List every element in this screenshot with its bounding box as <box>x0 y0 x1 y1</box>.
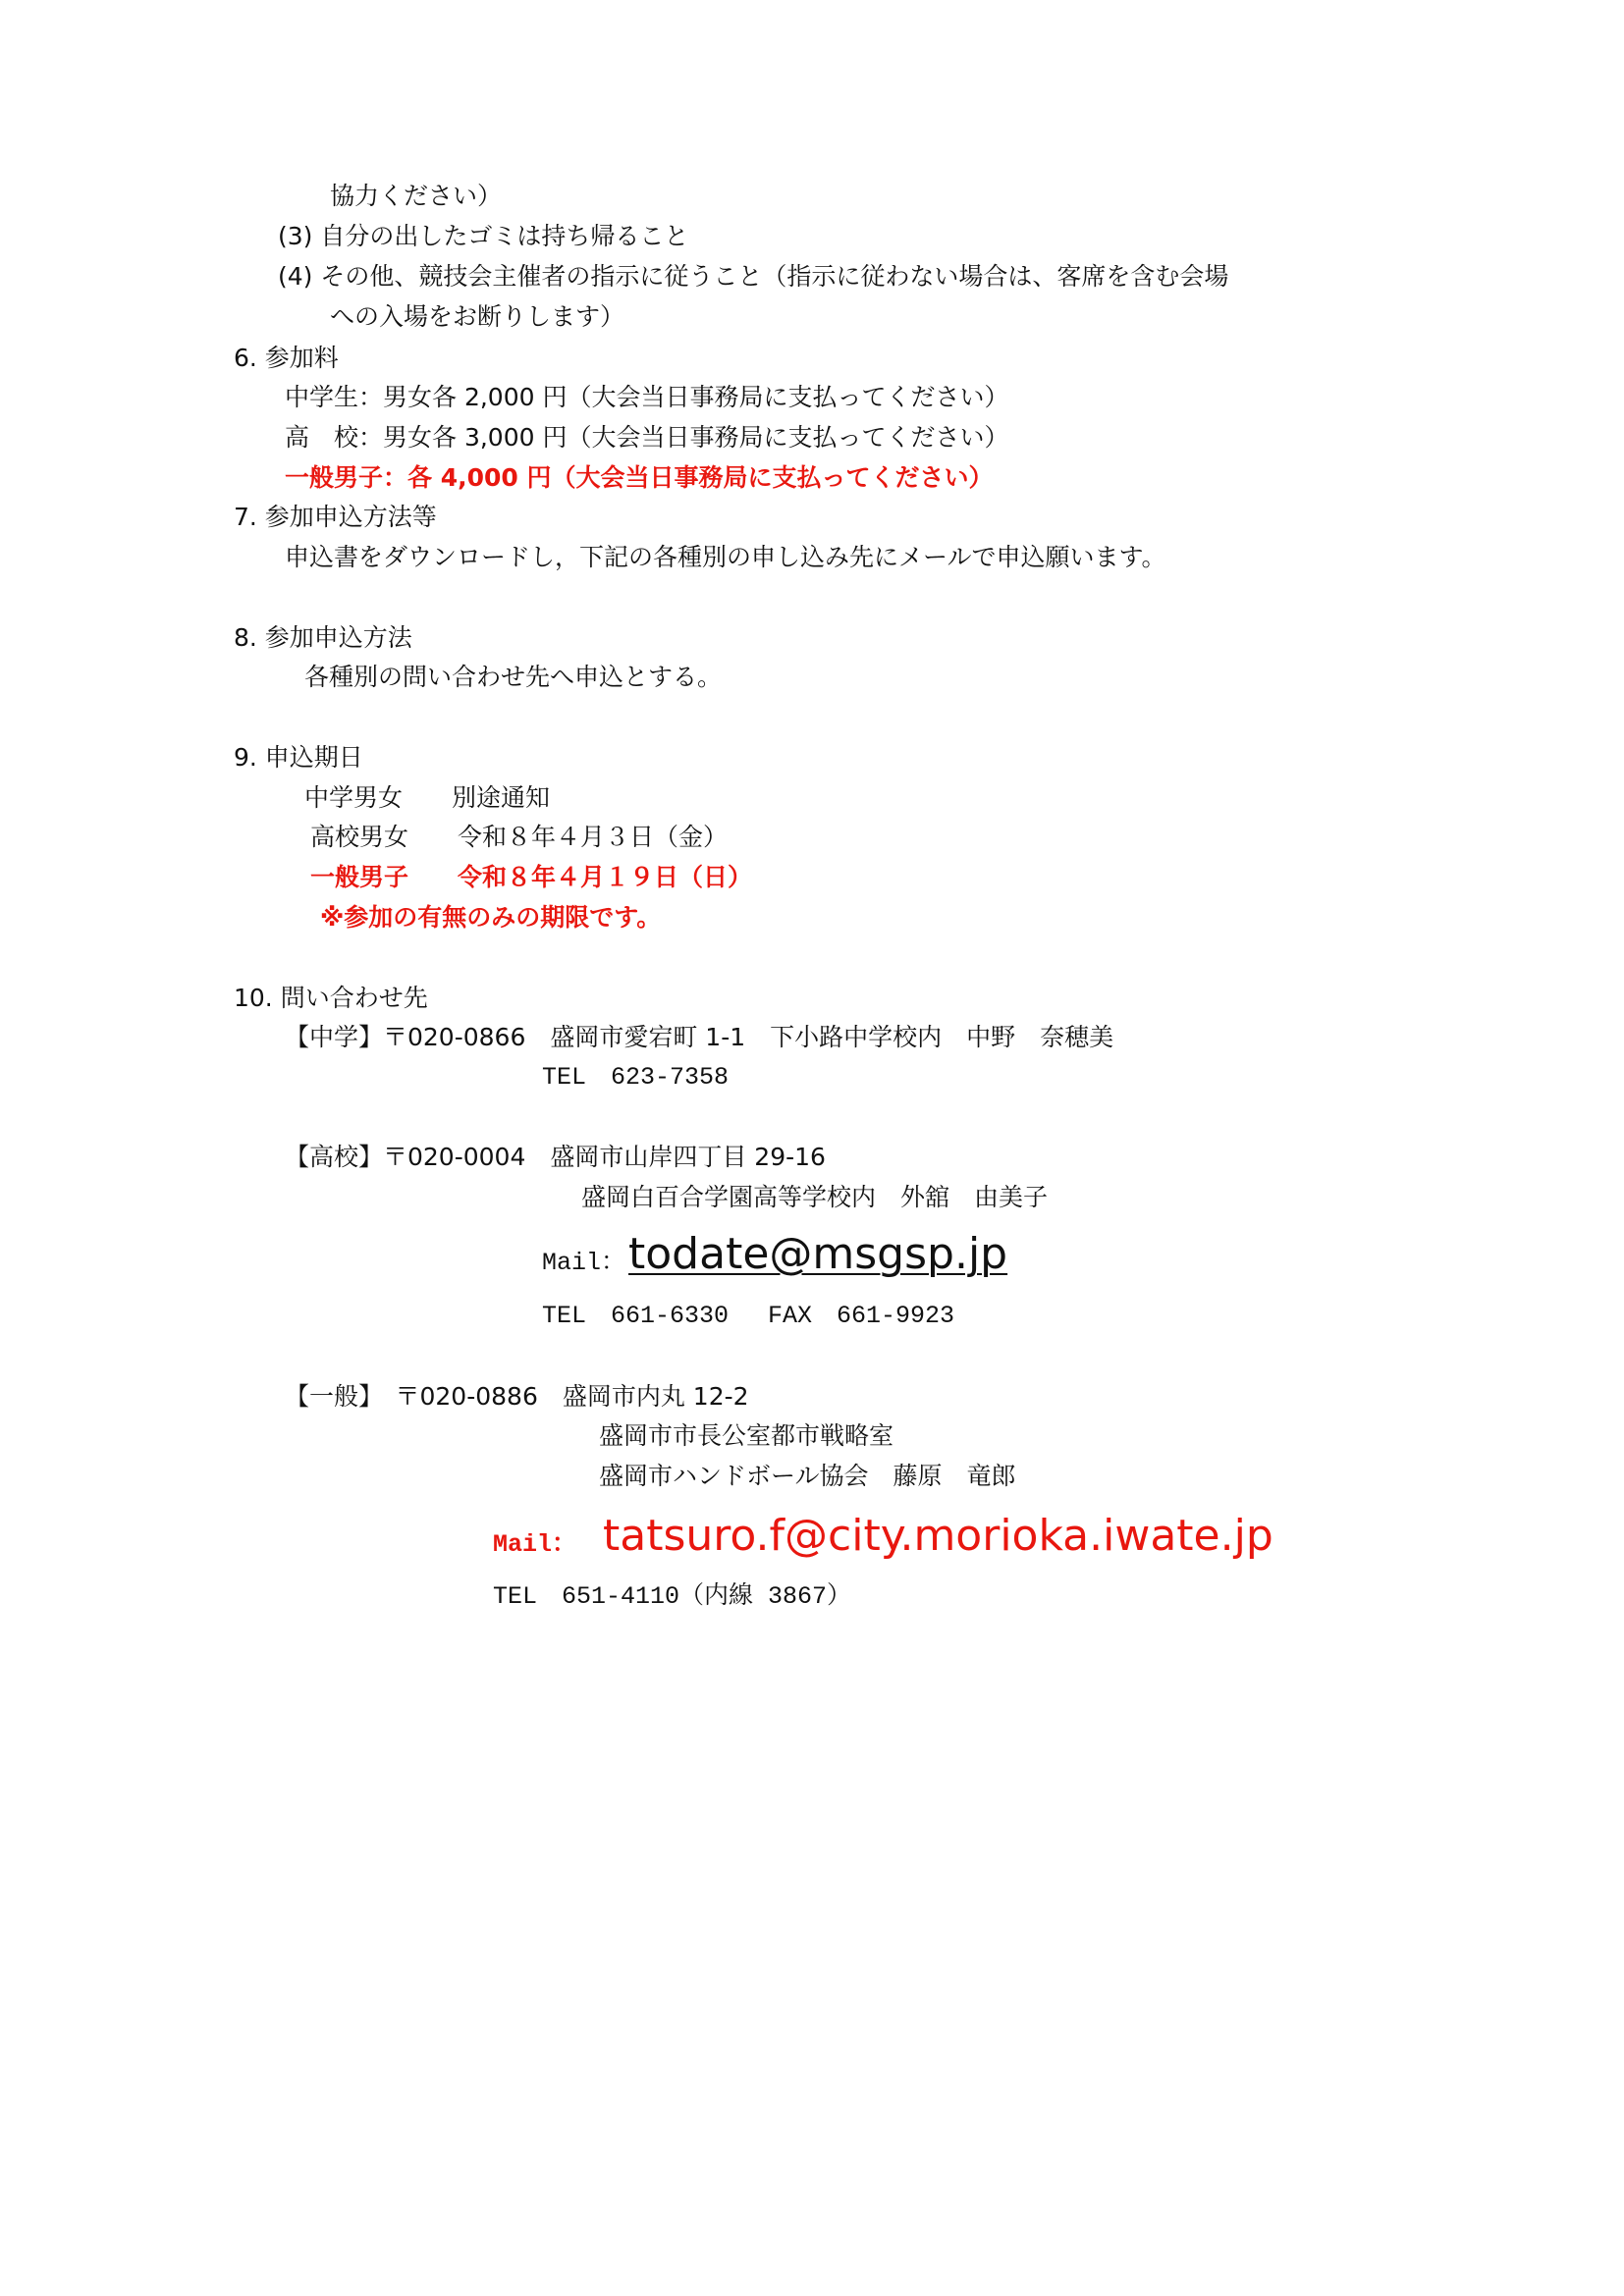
fee-general: 一般男子：各 4,000 円（大会当日事務局に支払ってください） <box>285 463 994 492</box>
section8-heading: 8. 参加申込方法 <box>234 623 412 652</box>
contact-junior-address: 【中学】〒020-0866 盛岡市愛宕町 1-1 下小路中学校内 中野 奈穂美 <box>285 1023 1114 1051</box>
deadline-high: 高校男女 令和８年４月３日（金） <box>310 823 729 851</box>
contact-high-mail-label: Mail： <box>542 1249 626 1277</box>
deadline-general: 一般男子 令和８年４月１９日（日） <box>310 863 753 891</box>
deadline-note: ※参加の有無のみの期限です。 <box>320 903 662 932</box>
section8-body: 各種別の問い合わせ先へ申込とする。 <box>304 663 723 691</box>
contact-general-association: 盛岡市ハンドボール協会 藤原 竜郎 <box>599 1462 1016 1490</box>
section7-heading: 7. 参加申込方法等 <box>234 503 437 531</box>
section7-body: 申込書をダウンロードし，下記の各種別の申し込み先にメールで申込願います。 <box>285 543 1166 571</box>
contact-high-address: 【高校】〒020-0004 盛岡市山岸四丁目 29-16 <box>285 1143 826 1171</box>
contact-general-mail-link[interactable]: tatsuro.f@city.morioka.iwate.jp <box>603 1511 1273 1561</box>
contact-high-tel-fax: TEL 661-6330 FAX 661-9923 <box>542 1302 955 1330</box>
contact-general-tel: TEL 651-4110（内線 3867） <box>493 1582 852 1611</box>
section6-heading: 6. 参加料 <box>234 344 339 372</box>
section9-heading: 9. 申込期日 <box>234 743 363 772</box>
contact-general-address: 【一般】 〒020-0886 盛岡市内丸 12-2 <box>285 1382 749 1411</box>
section5-item-3: (3) 自分の出したゴミは持ち帰ること <box>278 222 689 250</box>
contact-general-mail-label: Mail： <box>493 1530 577 1559</box>
contact-high-school-name: 盛岡白百合学園高等学校内 外舘 由美子 <box>581 1183 1049 1211</box>
deadline-junior: 中学男女 別途通知 <box>304 783 551 812</box>
fee-junior-high: 中学生：男女各 2,000 円（大会当日事務局に支払ってください） <box>285 383 1009 411</box>
section5-item-4: (4) その他、競技会主催者の指示に従うこと（指示に従わない場合は、客席を含む会場 <box>278 262 1229 291</box>
section10-heading: 10. 問い合わせ先 <box>234 984 428 1012</box>
section5-item-4-continued: への入場をお断りします） <box>330 302 625 331</box>
fee-high-school: 高 校：男女各 3,000 円（大会当日事務局に支払ってください） <box>285 423 1009 452</box>
section5-continued-text: 協力ください） <box>330 182 503 210</box>
contact-junior-tel: TEL 623-7358 <box>542 1063 730 1092</box>
contact-general-office: 盛岡市市長公室都市戦略室 <box>599 1421 894 1450</box>
contact-high-mail-link[interactable]: todate@msgsp.jp <box>628 1229 1008 1279</box>
